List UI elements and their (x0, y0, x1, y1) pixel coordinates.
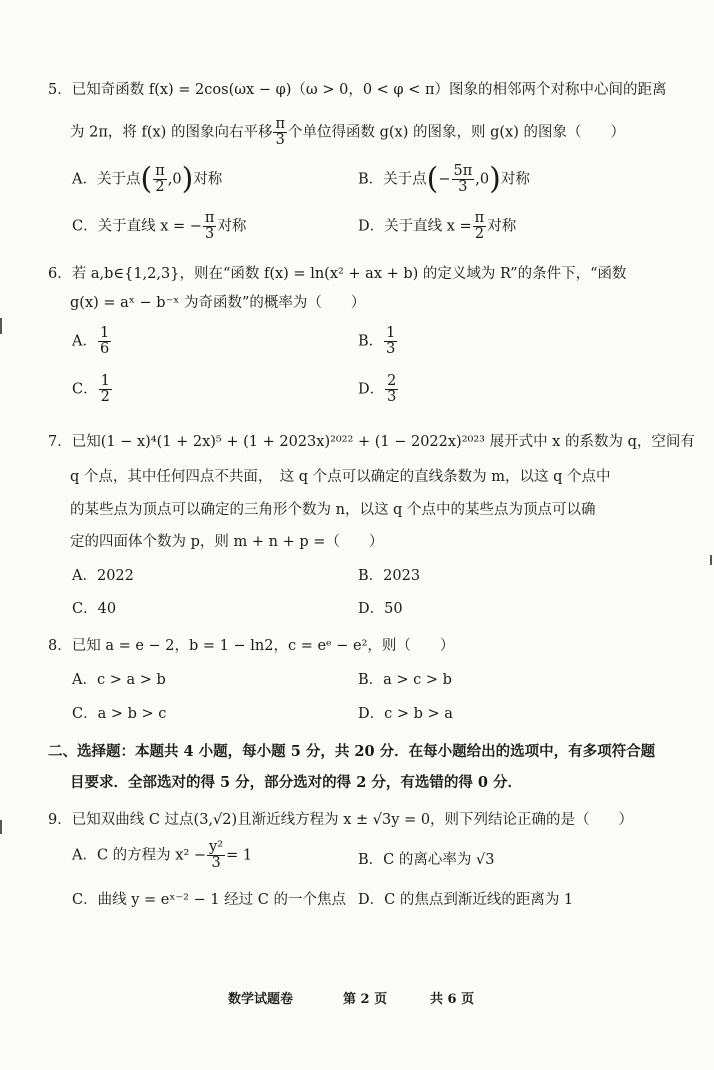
q6-option-c: C． $\frac{1}{2}$ (72, 373, 110, 406)
scan-mark (0, 820, 2, 834)
section-2-heading: 二、选择题：本题共 4 小题，每小题 5 分，共 20 分．在每小题给出的选项中，有多项符合题 (48, 743, 656, 760)
q5-option-a: A．关于点( $\frac{\pi}{2}$ ,0)对称 (72, 161, 223, 197)
q5-stem-line2: 为 2π，将 f(x) 的图象向右平移 $\frac{\pi}{3}$ 个单位得函数 g(x) 的图象，则 g(x) 的图象（ ） (70, 116, 625, 149)
footer-total-pages: 共 6 页 (430, 992, 475, 1007)
q9-option-d: D．C 的焦点到渐近线的距离为 1 (358, 892, 574, 908)
q7-stem-line1: 7．已知(1 − x)⁴(1 + 2x)⁵ + (1 + 2023x)²⁰²² + (1 − 2022x)²⁰²³ 展开式中 x 的系数为 q，空间有 (48, 434, 695, 450)
q7-option-c: C．40 (72, 601, 117, 617)
q5-option-c: C．关于直线 x = − $\frac{\pi}{3}$ 对称 (72, 210, 247, 243)
q9-stem: 9．已知双曲线 C 过点(3,√2)且渐近线方程为 x ± √3y = 0，则下列结论正确的是（ ） (48, 812, 634, 828)
q7-option-d: D．50 (358, 601, 403, 617)
q8-option-b: B．a > c > b (358, 672, 452, 688)
q6-option-d: D． $\frac{2}{3}$ (358, 373, 397, 406)
q6-stem-line1: 6．若 a,b∈{1,2,3}，则在“函数 f(x) = ln(x² + ax + b) 的定义域为 R”的条件下，“函数 (48, 266, 627, 282)
footer-subject: 数学试题卷 (228, 992, 294, 1007)
q7-stem-line2: q 个点，其中任何四点不共面， 这 q 个点可以确定的直线条数为 m，以这 q 个点中 (70, 469, 611, 485)
q8-option-a: A．c > a > b (72, 672, 166, 688)
q5-stem-line1: 5．已知奇函数 f(x) = 2cos(ωx − φ)（ω > 0，0 < φ < π）图象的相邻两个对称中心间的距离 (48, 82, 667, 98)
q6-stem-line2: g(x) = aˣ − b⁻ˣ 为奇函数”的概率为（ ） (70, 295, 366, 311)
q6-option-b: B． $\frac{1}{3}$ (358, 325, 396, 358)
q9-option-a: A．C 的方程为 x² − $\frac{\text{y²}}{3}$ = 1 (72, 839, 253, 872)
q7-stem-line3: 的某些点为顶点可以确定的三角形个数为 n，以这 q 个点中的某些点为顶点可以确 (70, 502, 596, 518)
q9-option-c: C．曲线 y = eˣ⁻² − 1 经过 C 的一个焦点 (72, 892, 346, 908)
q5-option-b: B．关于点(− $\frac{5\pi}{3}$ ,0)对称 (358, 161, 530, 197)
q8-stem: 8．已知 a = e − 2，b = 1 − ln2，c = eᵉ − e²，则（ ） (48, 638, 455, 654)
q7-option-b: B．2023 (358, 568, 421, 584)
section-2-instructions: 目要求．全部选对的得 5 分，部分选对的得 2 分，有选错的得 0 分． (70, 774, 523, 791)
scan-mark (0, 318, 2, 334)
q8-option-d: D．c > b > a (358, 706, 453, 722)
q6-option-a: A． $\frac{1}{6}$ (72, 325, 110, 358)
q9-option-b: B．C 的离心率为 √3 (358, 852, 495, 868)
q8-option-c: C．a > b > c (72, 706, 167, 722)
q5-option-d: D．关于直线 x = $\frac{\pi}{2}$ 对称 (358, 210, 517, 243)
q7-option-a: A．2022 (72, 568, 134, 584)
footer-page-number: 第 2 页 (343, 992, 388, 1007)
scan-mark (710, 555, 712, 565)
q7-stem-line4: 定的四面体个数为 p，则 m + n + p =（ ） (70, 534, 384, 550)
